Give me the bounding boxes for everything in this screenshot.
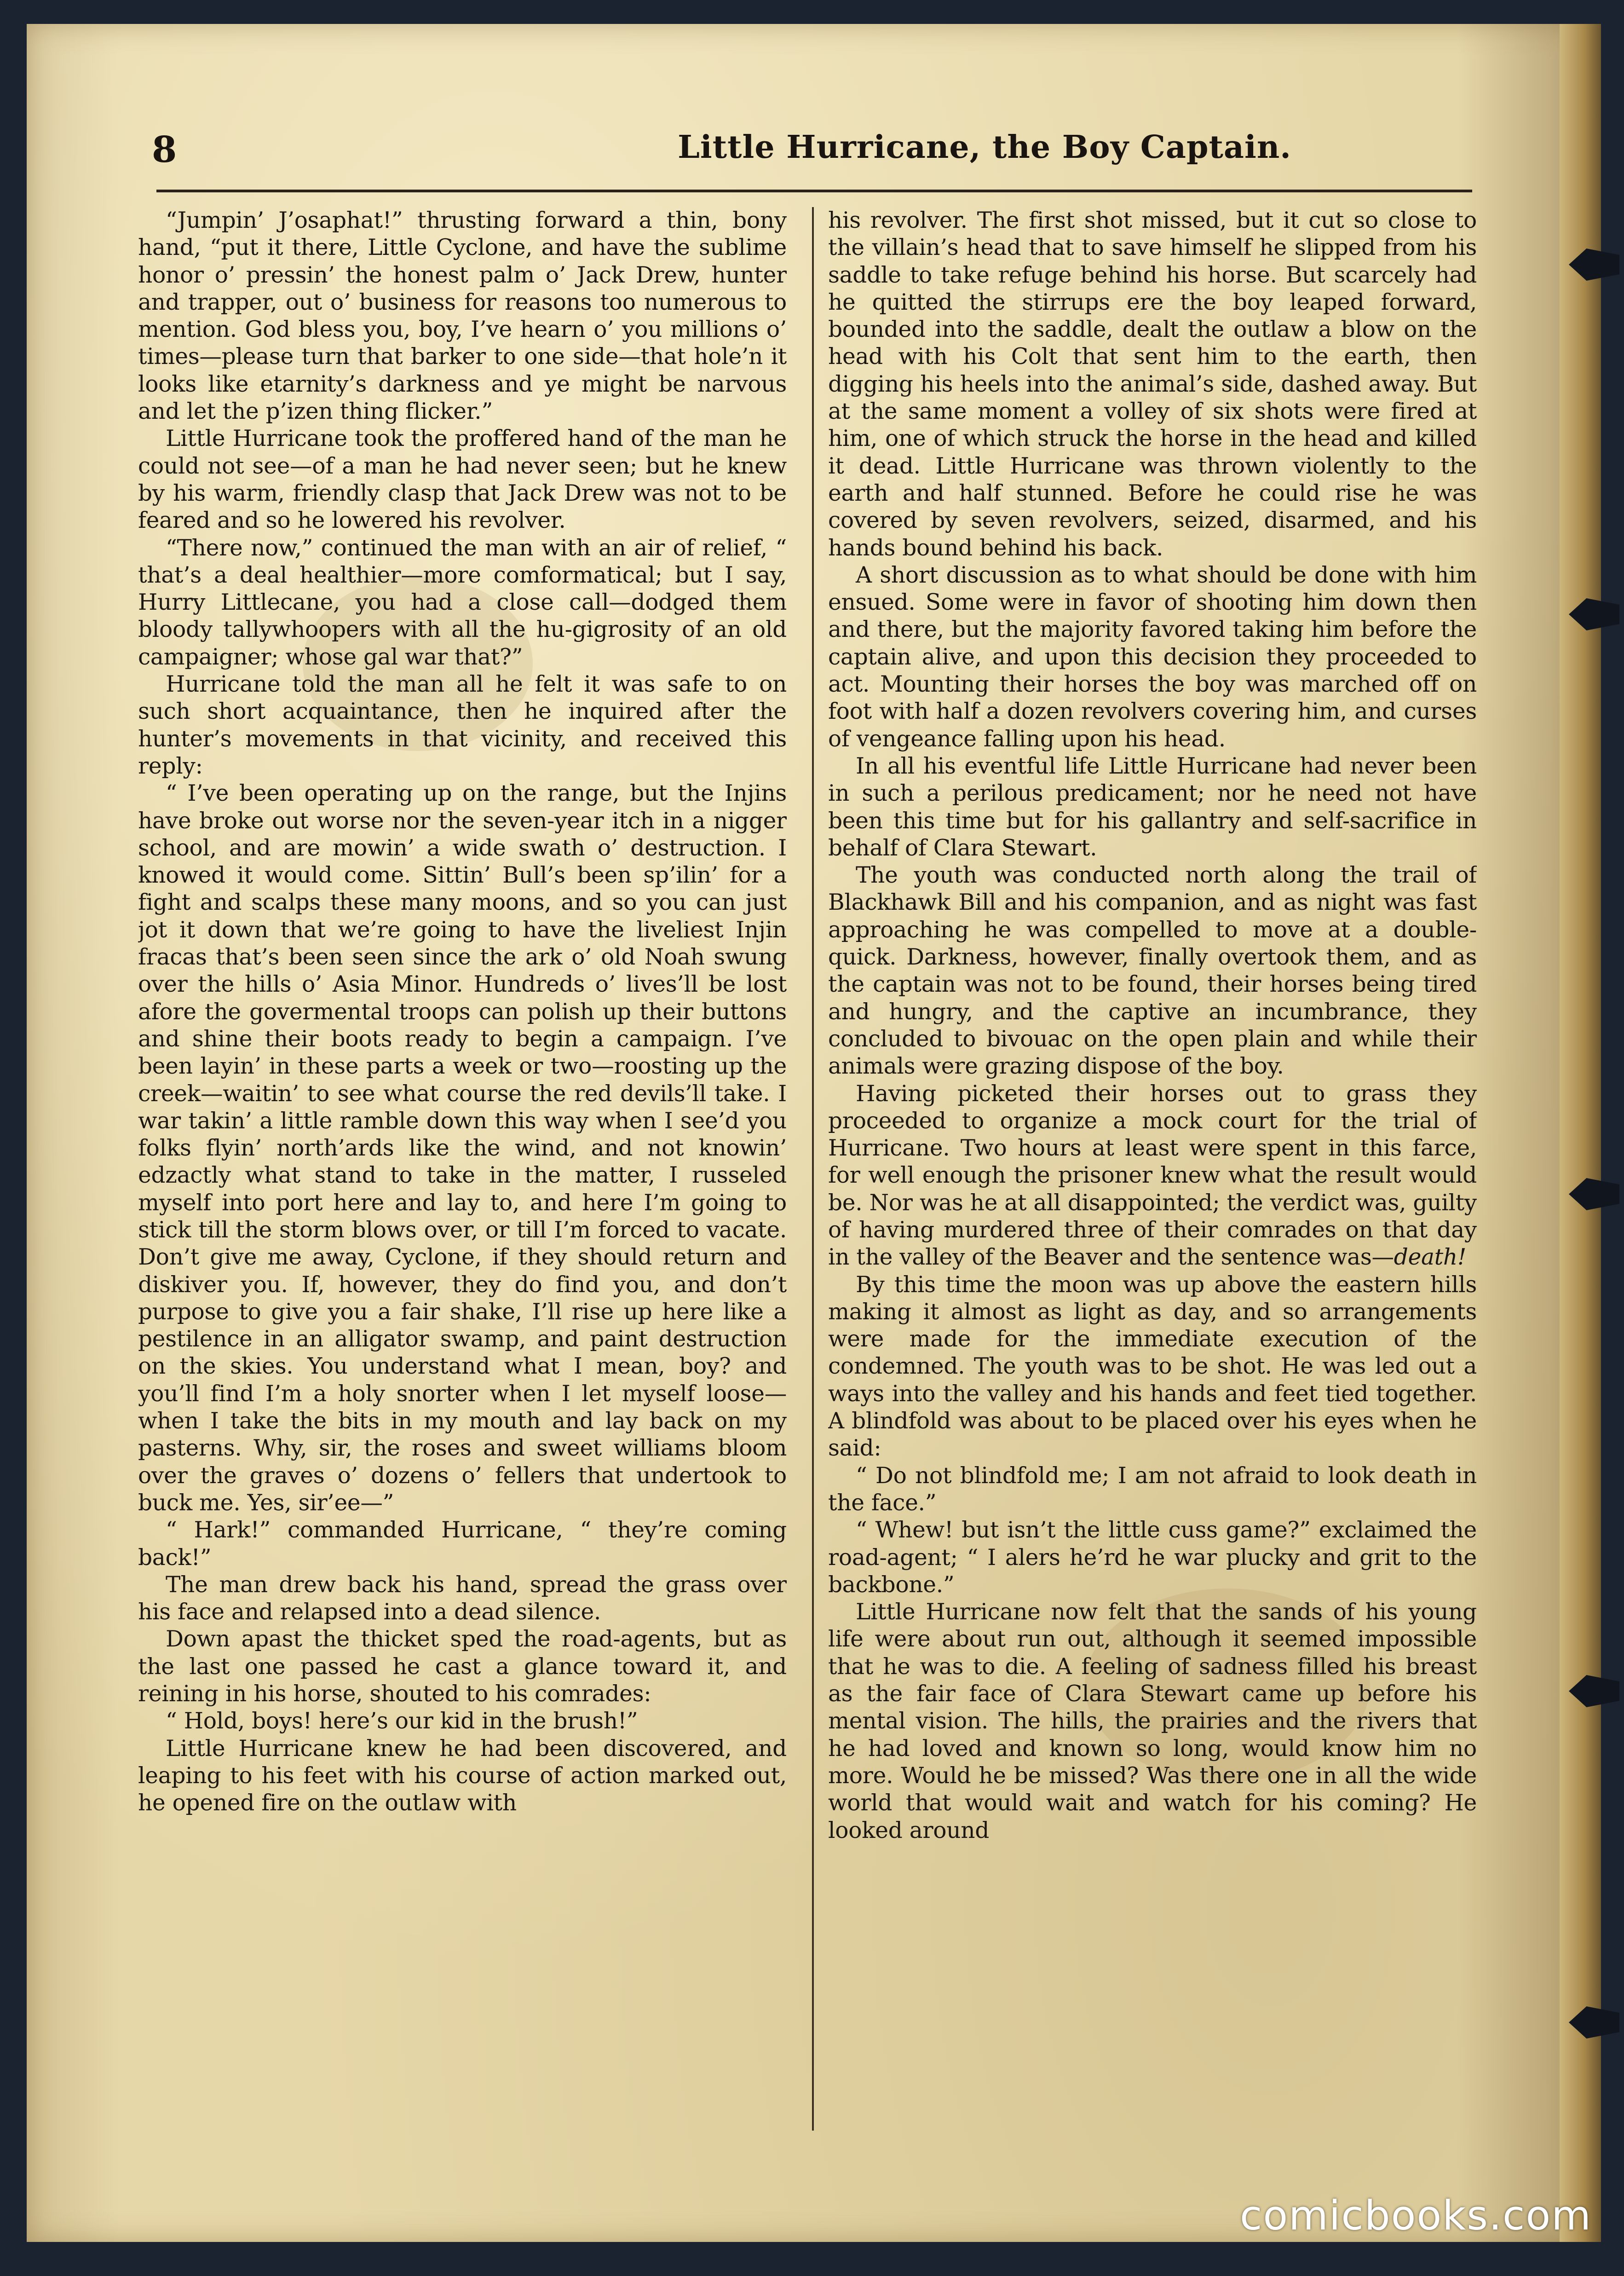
paragraph-text: Little Hurricane took the proffered hand of the man he could not see—of a man he had never seen; but he knew by his warm, friendly clasp that Jack Drew was not to be feared and so he lowered his revolver. [138,426,787,534]
paragraph-text: “ Do not blindfold me; I am not afraid to look death in the face.” [828,1462,1477,1516]
paragraph [138,1626,787,1708]
paragraph [828,753,1477,862]
paragraph-text: “ Hark!” commanded Hurricane, “ they’re coming back!” [138,1517,787,1571]
right-column [828,207,1477,2163]
paragraph [828,1080,1477,1271]
paragraph [828,862,1477,1080]
paragraph-text: his revolver. The first shot missed, but it cut so close to the villain’s head that to save himself he slipped from his saddle to take refuge behind his horse. But scarcely had he quitted the stirrups ere the boy leaped forward, bounded into the saddle, dealt the outlaw a blow on the head with his Colt that sent him to the earth, then digging his heels into the animal’s side, dashed away. But at the same moment a volley of six shots were fired at him, one of which struck the horse in the head and killed it dead. Little Hurricane was thrown violently to the earth and half stunned. Before he could rise he was covered by seven revolvers, seized, disarmed, and his hands bound behind his back. [828,208,1477,561]
paragraph [138,535,787,671]
left-column [138,207,787,2163]
paragraph [138,1571,787,1626]
paragraph-text: Hurricane told the man all he felt it was safe to on such short acquaintance, then he inquired after the hunter’s movements in that vicinity, and received this reply: [138,671,787,779]
paragraph-text: “Jumpin’ J’osaphat!” thrusting forward a thin, bony hand, “put it there, Little Cyclone, and have the sublime honor o’ pressin’ the honest palm o’ Jack Drew, hunter and trapper, out o’ business for reasons too numerous to mention. God bless you, boy, I’ve hearn o’ you millions o’ times—please turn that barker to one side—that hole’n it looks like etarnity’s darkness and ye might be narvous and let the p’izen thing flicker.” [138,208,787,425]
paragraph [138,207,787,425]
header-rule [156,190,1472,192]
paragraph-text: “There now,” continued the man with an air of relief, “ that’s a deal healthier—more comformatical; but I say, Hurry Littlecane, you had a close call—dodged them bloody tallywhoopers with all the hu-gigrosity of an old campaigner; whose gal war that?” [138,535,787,670]
paragraph-text: In all his eventful life Little Hurricane had never been in such a perilous predicament; nor he need not have been this time but for his gallantry and self-sacrifice in behalf of Clara Stewart. [828,753,1477,861]
paragraph [138,671,787,780]
watermark: comicbooks.com [1239,2192,1592,2239]
paragraph [138,1708,787,1735]
paragraph [828,1462,1477,1517]
running-title: Little Hurricane, the Boy Captain. [678,129,1291,166]
paragraph [828,1517,1477,1599]
paragraph-text: A short discussion as to what should be done with him ensued. Some were in favor of shooting him down then and there, but the majority favored taking him before the captain alive, and upon this decision they proceeded to act. Mounting their horses the boy was marched off on foot with half a dozen revolvers covering him, and curses of vengeance falling upon his head. [828,562,1477,752]
page-number: 8 [152,129,177,171]
paragraph [138,1735,787,1817]
paragraph-text: By this time the moon was up above the eastern hills making it almost as light as day, and so arrangements were made for the immediate execution of the condemned. The youth was to be shot. He was led out a ways into the valley and his hands and feet tied together. A blindfold was about to be placed over his eyes when he said: [828,1271,1477,1461]
paragraph-text: Little Hurricane knew he had been discovered, and leaping to his feet with his course of action marked out, he opened fire on the outlaw with [138,1735,787,1816]
paragraph [828,207,1477,562]
page-header [152,124,1477,179]
paragraph-text: “ Whew! but isn’t the little cuss game?” exclaimed the road-agent; “ I alers he’rd he war plucky and grit to the backbone.” [828,1517,1477,1598]
paragraph-text: The man drew back his hand, spread the grass over his face and relapsed into a dead silence. [138,1571,787,1625]
column-divider [812,207,814,2131]
paragraph [138,780,787,1517]
italic-emphasis: death! [1394,1244,1467,1271]
paragraph-text: Little Hurricane now felt that the sands of his young life were about run out, although it seemed impossible that he was to die. A feeling of sadness filled his breast as the fair face of Clara Stewart came up before his mental vision. The hills, the prairies and the rivers that he had loved and known so long, would know him no more. Would he be missed? Was there one in all the wide world that would wait and watch for his coming? He looked around [828,1599,1477,1843]
paragraph-text: Down apast the thicket sped the road-agents, but as the last one passed he cast a glance toward it, and reining in his horse, shouted to his comrades: [138,1626,787,1707]
paragraph-text: The youth was conducted north along the trail of Blackhawk Bill and his companion, and as night was fast approaching he was compelled to move at a double-quick. Darkness, however, finally overtook them, and as the captain was not to be found, their horses being tired and hungry, and the captive an incumbrance, they concluded to bivouac on the open plain and while their animals were grazing dispose of the boy. [828,862,1477,1080]
page-gutter [1560,24,1601,2242]
paragraph-text: “ Hold, boys! here’s our kid in the brush!” [166,1708,638,1734]
paragraph [828,562,1477,753]
paragraph [828,1599,1477,1844]
paragraph-text: Having picketed their horses out to grass they proceeded to organize a mock court for the trial of Hurricane. Two hours at least were spent in this farce, for well enough the prisoner knew what the result would be. Nor was he at all disappointed; the verdict was, guilty of having murdered three of their comrades on that day in the valley of the Beaver and the sentence was— [828,1080,1477,1271]
paragraph-text: “ I’ve been operating up on the range, but the Injins have broke out worse nor the seven-year itch in a nigger school, and are mowin’ a wide swath o’ destruction. I knowed it would come. Sittin’ Bull’s been sp’ilin’ for a fight and scalps these many moons, and so you can just jot it down that we’re going to have the liveliest Injin fracas that’s been seen since the ark o’ old Noah swung over the hills o’ Asia Minor. Hundreds o’ lives’ll be lost afore the govermental troops can polish up their buttons and shine their boots ready to begin a campaign. I’ve been layin’ in these parts a week or two—roosting up the creek—waitin’ to see what course the red devils’ll take. I war takin’ a little ramble down this way when I see’d you folks flyin’ north’ards like the wind, and not knowin’ edzactly what stand to take in the matter, I russeled myself into port here and lay to, and here I’m going to stick till the storm blows over, or till I’m forced to vacate. Don’t give me away, Cyclone, if they should return and diskiver you. If, however, they do find you, and don’t purpose to give you a fair shake, I’ll rise up here like a pestilence in an alligator swamp, and paint destruction on the skies. You understand what I mean, boy? and you’ll find I’m a holy snorter when I let myself loose—when I take the bits in my mouth and lay back on my pasterns. Why, sir, the roses and sweet williams bloom over the graves o’ dozens o’ fellers that undertook to buck me. Yes, sir’ee—” [138,780,787,1516]
paragraph [138,1517,787,1571]
paragraph [138,425,787,534]
paragraph [828,1271,1477,1462]
